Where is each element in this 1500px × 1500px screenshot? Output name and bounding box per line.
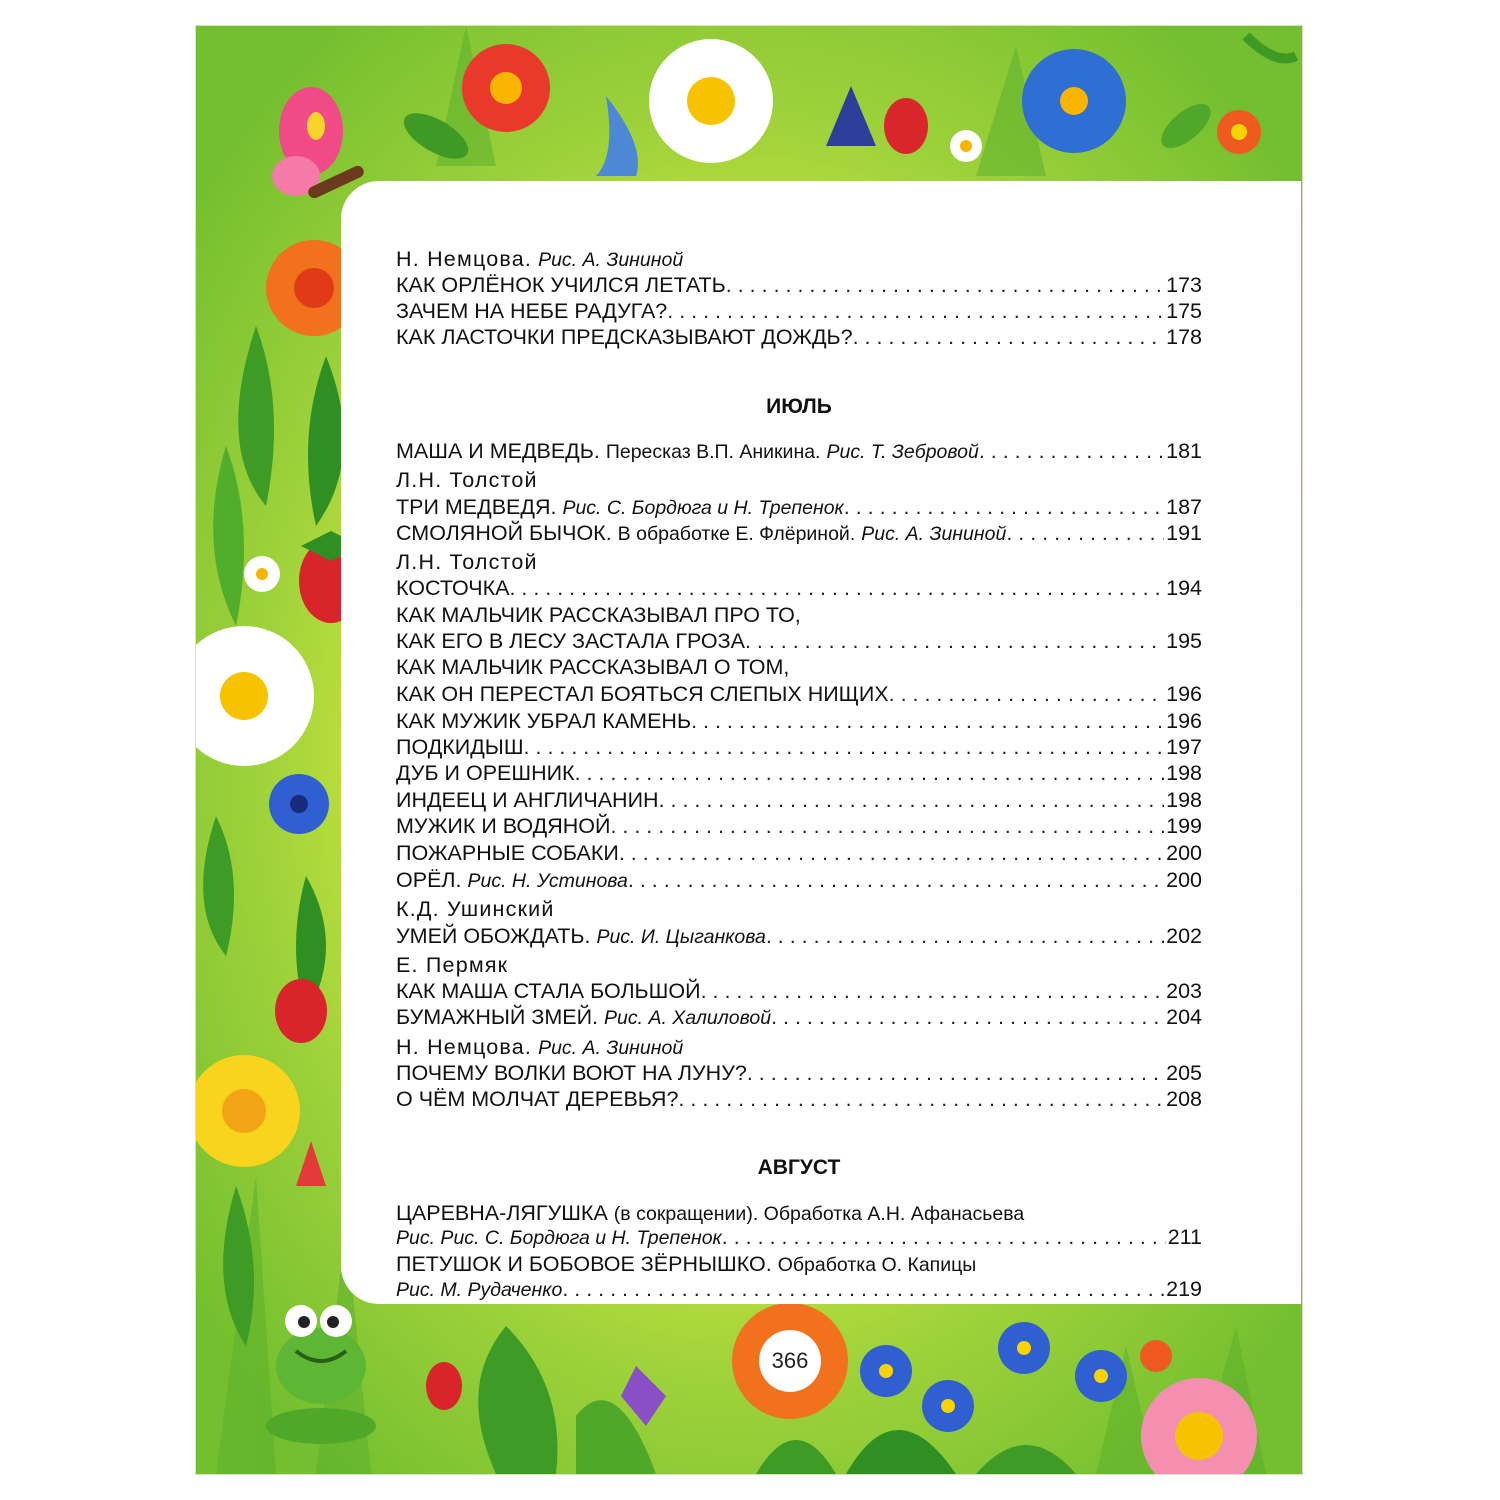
illustrator-credit: Рис. А. Халиловой (604, 1007, 772, 1029)
page-ref: 205 (1166, 1061, 1202, 1085)
dot-leader (722, 1224, 1166, 1250)
dot-leader (745, 628, 1164, 654)
illustrator-credit: Рис. И. Цыганкова (596, 926, 766, 948)
story-title: КАК МАЛЬЧИК РАССКАЗЫВАЛ О ТОМ, (396, 655, 790, 679)
story-title: ПОЧЕМУ ВОЛКИ ВОЮТ НА ЛУНУ? (396, 1061, 747, 1085)
page-ref: 191 (1166, 521, 1202, 545)
toc-entry (396, 438, 1202, 464)
toc-author-line (396, 549, 1202, 575)
dot-leader (619, 840, 1164, 866)
toc-entry (396, 575, 1202, 601)
dot-leader (610, 813, 1164, 839)
author-name: Л.Н. Толстой (396, 550, 538, 574)
dot-leader (844, 494, 1164, 520)
story-title: ЦАРЕВНА-ЛЯГУШКА (396, 1201, 608, 1225)
page-ref: 211 (1167, 1225, 1202, 1249)
section-heading: ИЮЛЬ (766, 395, 832, 418)
page-ref: 200 (1166, 841, 1202, 865)
blue-flower-left (269, 774, 329, 834)
toc-entry (396, 708, 1202, 734)
page-ref: 200 (1166, 868, 1202, 892)
story-title: БУМАЖНЫЙ ЗМЕЙ. (396, 1005, 599, 1029)
yellow-flower-left (196, 1055, 300, 1167)
toc-entry-text (396, 923, 766, 950)
story-title: ЗАЧЕМ НА НЕБЕ РАДУГА? (396, 299, 668, 323)
illustrator-credit: Рис. Н. Устинова (467, 870, 628, 892)
author-name: Н. Немцова. (396, 1035, 533, 1059)
adaptation-note: В обработке Е. Флёриной. (617, 523, 856, 545)
toc-entry-text (396, 681, 889, 707)
dot-leader (766, 923, 1164, 949)
dot-leader (726, 272, 1164, 298)
toc-entry (396, 923, 1202, 949)
blue-cornflower-top (1022, 49, 1126, 153)
page-ref: 196 (1166, 709, 1202, 733)
story-title: ДУБ И ОРЕШНИК (396, 761, 575, 785)
page-ref: 173 (1166, 273, 1202, 297)
page-ref: 195 (1166, 629, 1202, 653)
toc-entry-text (396, 324, 853, 350)
toc-entry-text (396, 272, 726, 298)
story-title: КОСТОЧКА (396, 576, 510, 600)
toc-entry-text (396, 978, 701, 1004)
page-ref: 194 (1166, 576, 1202, 600)
toc-entry-text (396, 520, 1006, 547)
toc-entry (396, 1276, 1202, 1302)
page-ref: 198 (1166, 761, 1202, 785)
story-title: КАК ОН ПЕРЕСТАЛ БОЯТЬСЯ СЛЕПЫХ НИЩИХ (396, 682, 889, 706)
toc-entry (396, 1086, 1202, 1112)
dot-leader (889, 681, 1165, 707)
toc-entry-text (396, 438, 979, 465)
story-title: КАК ОРЛЁНОК УЧИЛСЯ ЛЕТАТЬ (396, 273, 726, 297)
story-title: УМЕЙ ОБОЖДАТЬ. (396, 924, 591, 948)
toc-entry (396, 494, 1202, 520)
story-title: О ЧЁМ МОЛЧАТ ДЕРЕВЬЯ? (396, 1087, 679, 1111)
toc-entry-text (396, 628, 745, 654)
toc-entry-text (396, 1060, 747, 1086)
dot-leader (575, 760, 1165, 786)
white-daisy-left (196, 626, 314, 766)
toc-author-line (396, 246, 1202, 272)
toc-entry-text (396, 813, 610, 839)
illustrator-credit: Рис. М. Рудаченко (396, 1279, 563, 1301)
book-page (195, 25, 1303, 1475)
toc-entry-text (396, 494, 844, 521)
adaptation-note: (в сокращении). Обработка А.Н. Афанасьева (613, 1203, 1025, 1225)
page-ref: 196 (1166, 682, 1202, 706)
story-title: КАК МУЖИК УБРАЛ КАМЕНЬ (396, 709, 692, 733)
dot-leader (524, 734, 1165, 760)
dot-leader (678, 1086, 1164, 1112)
author-name: К.Д. Ушинский (396, 897, 555, 921)
toc-entry-text (396, 1004, 771, 1031)
toc-entry (396, 978, 1202, 1004)
page-ref: 181 (1166, 439, 1202, 463)
page-ref: 199 (1166, 814, 1202, 838)
toc-entry-text (396, 867, 628, 894)
toc-entry-text (396, 734, 524, 760)
toc-entry-text (396, 708, 691, 734)
illustrator-credit: Рис. С. Бордюга и Н. Трепенок (562, 497, 844, 519)
story-title: ПОЖАРНЫЕ СОБАКИ (396, 841, 619, 865)
red-flower-top (462, 44, 550, 132)
dot-leader (979, 438, 1164, 464)
page-ref: 178 (1166, 325, 1202, 349)
page-ref: 198 (1166, 788, 1202, 812)
section-heading: АВГУСТ (757, 1156, 841, 1179)
toc-entry (396, 298, 1202, 324)
story-title: ТРИ МЕДВЕДЯ. (396, 495, 557, 519)
butterfly (272, 87, 366, 200)
toc-text-line (396, 1251, 1202, 1277)
story-title: КАК МАША СТАЛА БОЛЬШОЙ (396, 979, 701, 1003)
dot-leader (659, 787, 1165, 813)
illustrator-credit: Рис. А. Зининой (861, 523, 1007, 545)
toc-entry-text (396, 1276, 562, 1303)
adaptation-note: Обработка О. Капицы (777, 1254, 977, 1276)
illustrator-credit: Рис. А. Зининой (538, 1037, 684, 1059)
toc-entry-text (396, 1224, 722, 1251)
toc-text-line (396, 1200, 1202, 1226)
toc-entry (396, 760, 1202, 786)
toc-entry-text (396, 760, 575, 786)
page-ref: 219 (1166, 1277, 1202, 1301)
toc-entry (396, 1004, 1202, 1030)
adaptation-note: Пересказ В.П. Аникина. (605, 441, 821, 463)
dot-leader (747, 1060, 1164, 1086)
toc-text-line (396, 654, 1202, 680)
story-title: ОРЁЛ. (396, 868, 462, 892)
page-ref: 187 (1166, 495, 1202, 519)
toc-entry (396, 628, 1202, 654)
toc-entry-text (396, 787, 659, 813)
page-ref: 203 (1166, 979, 1202, 1003)
story-title: ИНДЕЕЦ И АНГЛИЧАНИН (396, 788, 659, 812)
blue-flowers-bottom (860, 1322, 1127, 1432)
toc-entry-text (396, 840, 619, 866)
story-title: КАК МАЛЬЧИК РАССКАЗЫВАЛ ПРО ТО, (396, 603, 801, 627)
story-title: ПЕТУШОК И БОБОВОЕ ЗЁРНЫШКО. (396, 1252, 772, 1276)
page-ref: 197 (1166, 735, 1202, 759)
toc-entry (396, 324, 1202, 350)
illustrator-credit: Рис. А. Зининой (538, 249, 684, 271)
dot-leader (562, 1276, 1164, 1302)
author-name: Л.Н. Толстой (396, 468, 538, 492)
page-ref: 202 (1166, 924, 1202, 948)
toc-author-line (396, 896, 1202, 922)
story-title: СМОЛЯНОЙ БЫЧОК. (396, 521, 612, 545)
toc-entry (396, 840, 1202, 866)
toc-entry (396, 272, 1202, 298)
toc-entry-text (396, 575, 509, 601)
story-title: МАША И МЕДВЕДЬ. (396, 439, 600, 463)
toc-author-line (396, 952, 1202, 978)
dot-leader (691, 708, 1164, 734)
toc-entry (396, 734, 1202, 760)
author-name: Е. Пермяк (396, 953, 509, 977)
white-daisy-top (649, 39, 773, 163)
page-ref: 175 (1166, 299, 1202, 323)
dot-leader (667, 298, 1164, 324)
toc-entry (396, 1060, 1202, 1086)
toc-entry (396, 867, 1202, 893)
illustrator-credit: Рис. Т. Зебровой (826, 441, 979, 463)
page-ref: 204 (1166, 1005, 1202, 1029)
toc-entry-text (396, 1086, 678, 1112)
story-title: КАК ЛАСТОЧКИ ПРЕДСКАЗЫВАЮТ ДОЖДЬ? (396, 325, 853, 349)
toc-entry-text (396, 298, 667, 324)
story-title: КАК ЕГО В ЛЕСУ ЗАСТАЛА ГРОЗА (396, 629, 745, 653)
dot-leader (628, 867, 1164, 893)
story-title: ПОДКИДЫШ (396, 735, 524, 759)
dot-leader (509, 575, 1164, 601)
story-title: МУЖИК И ВОДЯНОЙ (396, 814, 611, 838)
toc-entry (396, 520, 1202, 546)
author-name: Н. Немцова. (396, 247, 533, 271)
toc-entry (396, 813, 1202, 839)
toc-author-line (396, 467, 1202, 493)
page-ref: 208 (1166, 1087, 1202, 1111)
dot-leader (1006, 520, 1164, 546)
illustrator-credit: Рис. Рис. С. Бордюга и Н. Трепенок (396, 1227, 722, 1249)
frog (266, 1305, 376, 1444)
toc-entry (396, 681, 1202, 707)
dot-leader (771, 1004, 1164, 1030)
toc-text-line (396, 602, 1202, 628)
dot-leader (701, 978, 1165, 1004)
toc-entry (396, 787, 1202, 813)
page-number: 366 (759, 1330, 821, 1392)
dot-leader (853, 324, 1165, 350)
toc-author-line (396, 1034, 1202, 1060)
toc-entry (396, 1224, 1202, 1250)
